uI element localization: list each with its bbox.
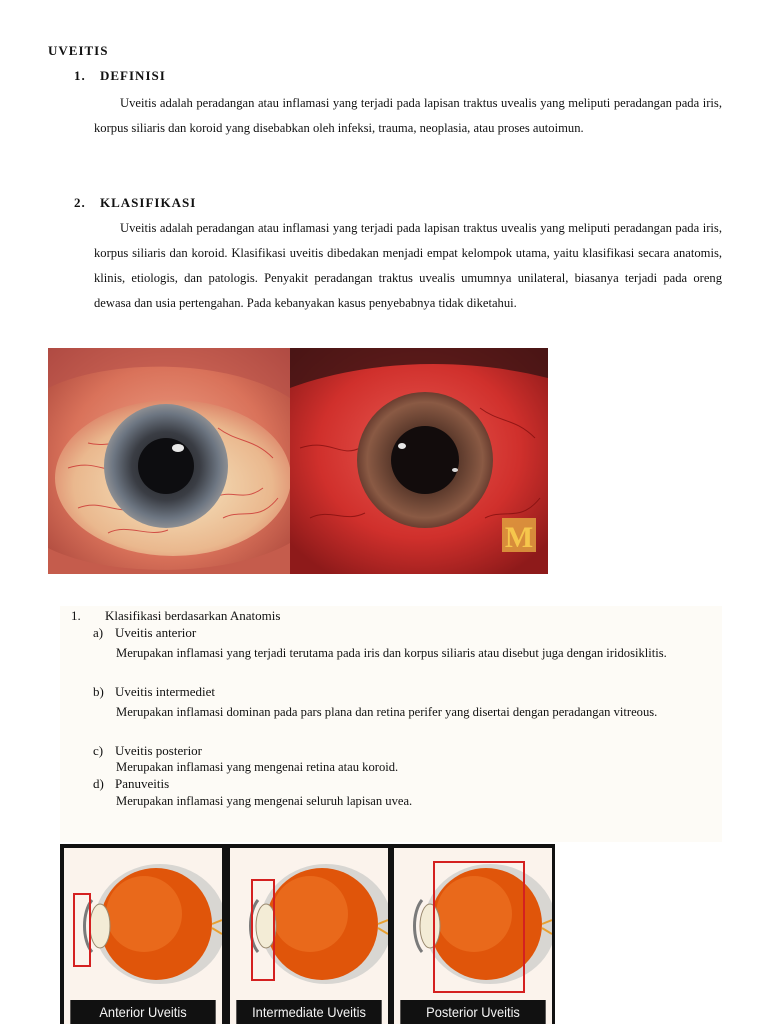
sub-desc-intermediet: Merupakan inflamasi dominan pada pars plana dan retina perifer yang disertai dengan peradangan vitreous. [116,705,658,719]
list-number: 1. [71,608,81,623]
section-title: KLASIFIKASI [100,195,197,210]
eye-cross-section-icon [230,848,388,1000]
sub-item-anterior [93,625,196,641]
eye-cross-section-icon [394,848,552,1000]
sub-desc-anterior: Merupakan inflamasi yang terjadi terutama pada iris dan korpus siliaris atau disebut juga dengan iridosiklitis. [116,646,667,660]
diagram-panel-intermediate [230,848,388,1024]
document-title: UVEITIS [48,43,109,58]
sub-name: Uveitis intermediet [115,684,216,699]
sub-marker: c) [93,743,104,758]
sub-name: Uveitis anterior [115,625,197,640]
section-title: DEFINISI [100,68,166,83]
definisi-paragraph: Uveitis adalah peradangan atau inflamasi yang terjadi pada lapisan traktus uvealis yang meliputi peradangan pada iris, korpus siliaris dan koroid yang disebabkan oleh infeksi, trauma, neoplasia, atau proses autoimun. [94,96,722,135]
section-number: 2. [74,195,86,210]
diagram-panel-anterior [64,848,222,1024]
sub-name: Uveitis posterior [115,743,203,758]
sub-desc-posterior: Merupakan inflamasi yang mengenai retina atau koroid. [116,760,399,774]
sub-marker: a) [93,625,104,640]
sub-desc-panuveitis: Merupakan inflamasi yang mengenai seluruh lapisan uvea. [116,794,413,808]
logo-letter: M [504,521,534,554]
section-number: 1. [74,68,86,83]
diagram-caption: Anterior Uveitis [70,1000,215,1024]
sub-marker: d) [93,776,104,791]
uveitis-eye-photo-left [48,348,290,574]
sub-item-intermediet [93,684,215,700]
list-item-anatomis [71,608,280,624]
diagram-caption: Posterior Uveitis [400,1000,545,1024]
sub-item-panuveitis [93,776,169,792]
eye-cross-section-icon [64,848,222,1000]
diagram-caption: Intermediate Uveitis [236,1000,381,1024]
section-heading-definisi [74,68,166,84]
diagram-panel-posterior [394,848,552,1024]
list-title: Klasifikasi berdasarkan Anatomis [105,608,281,623]
sub-marker: b) [93,684,104,699]
uveitis-eye-photo-right [290,348,548,574]
section-heading-klasifikasi [74,195,196,211]
sub-item-posterior [93,743,202,759]
sub-name: Panuveitis [115,776,170,791]
uveitis-type-diagram [60,844,555,1024]
klasifikasi-paragraph: Uveitis adalah peradangan atau inflamasi yang terjadi pada lapisan traktus uvealis yang meliputi peradangan pada iris, korpus siliaris dan koroid. Klasifikasi uveitis dibedakan menjadi empat kelompok utama, yaitu klasifikasi secara anatomis, klinis, etiologis, dan patologis. Penyakit peradangan traktus uvealis umumnya unilateral, biasanya terjadi pada oreng dewasa dan usia pertengahan. Pada kebanyakan kasus penyebabnya tidak diketahui. [94,221,722,310]
